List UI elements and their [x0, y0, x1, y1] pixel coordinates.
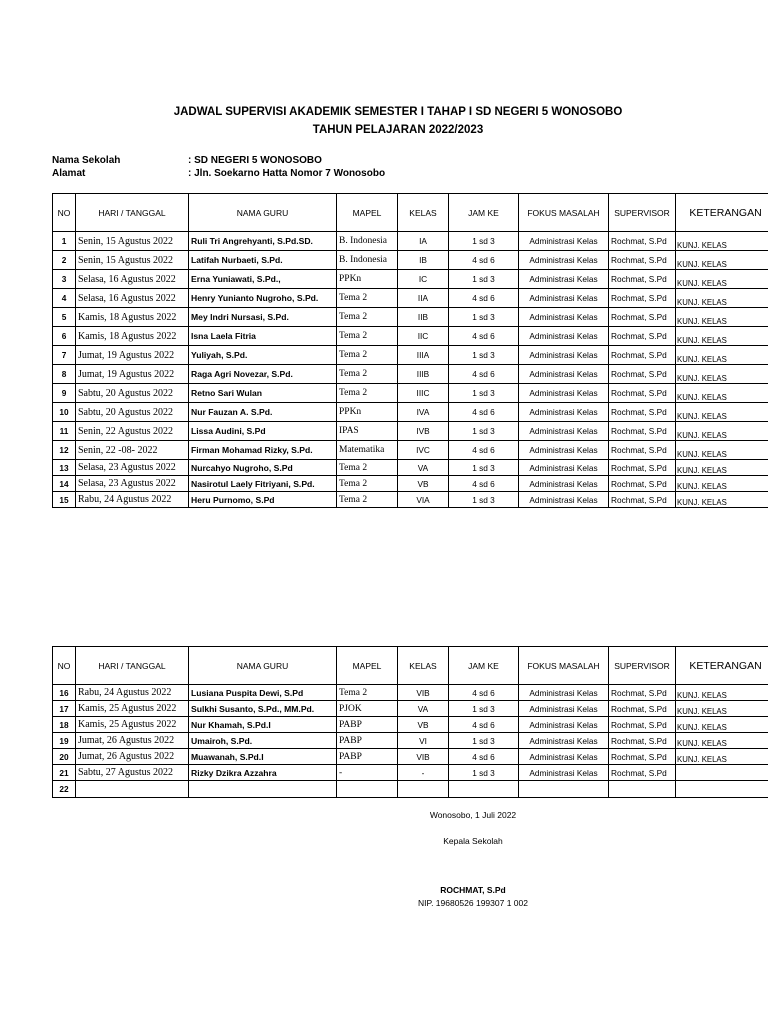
cell-supervisor: Rochmat, S.Pd	[609, 460, 676, 476]
cell-fokus: Administrasi Kelas	[519, 327, 609, 346]
cell-no: 1	[53, 232, 76, 251]
cell-no: 7	[53, 346, 76, 365]
cell-mapel: B. Indonesia	[337, 251, 398, 270]
cell-kelas: IIA	[398, 289, 449, 308]
table-row	[53, 327, 768, 346]
cell-ket: KUNJ. KELAS	[676, 749, 768, 765]
cell-no: 3	[53, 270, 76, 289]
cell-fokus: Administrasi Kelas	[519, 476, 609, 492]
cell-supervisor: Rochmat, S.Pd	[609, 765, 676, 781]
address-value: : Jln. Soekarno Hatta Nomor 7 Wonosobo	[188, 168, 386, 179]
cell-no: 5	[53, 308, 76, 327]
cell-kelas: IIIB	[398, 365, 449, 384]
cell-jam: 4 sd 6	[449, 289, 519, 308]
header-kelas: KELAS	[398, 194, 449, 232]
cell-jam: 4 sd 6	[449, 327, 519, 346]
cell-no: 14	[53, 476, 76, 492]
cell-supervisor: Rochmat, S.Pd	[609, 717, 676, 733]
table-row	[53, 460, 768, 476]
header-jam: JAM KE	[449, 647, 519, 685]
cell-kelas: VIA	[398, 492, 449, 508]
cell-jam: 4 sd 6	[449, 717, 519, 733]
cell-jam: 1 sd 3	[449, 492, 519, 508]
table-row	[53, 717, 768, 733]
cell-mapel: Tema 2	[337, 460, 398, 476]
cell-date: Sabtu, 20 Agustus 2022	[76, 403, 189, 422]
cell-ket: KUNJ. KELAS	[676, 685, 768, 701]
cell-supervisor: Rochmat, S.Pd	[609, 232, 676, 251]
cell-supervisor: Rochmat, S.Pd	[609, 308, 676, 327]
cell-mapel: Tema 2	[337, 308, 398, 327]
cell-no: 21	[53, 765, 76, 781]
cell-date: Rabu, 24 Agustus 2022	[76, 492, 189, 508]
cell-ket: KUNJ. KELAS	[676, 308, 768, 327]
cell-guru: Lissa Audini, S.Pd	[189, 422, 337, 441]
header-keterangan: KETERANGAN	[676, 194, 768, 232]
table-row	[53, 476, 768, 492]
header-mapel: MAPEL	[337, 194, 398, 232]
cell-guru: Retno Sari Wulan	[189, 384, 337, 403]
cell-mapel: PABP	[337, 749, 398, 765]
cell-no: 16	[53, 685, 76, 701]
cell-date: Kamis, 25 Agustus 2022	[76, 701, 189, 717]
cell-guru: Rizky Dzikra Azzahra	[189, 765, 337, 781]
cell-fokus: Administrasi Kelas	[519, 460, 609, 476]
address-label: Alamat	[52, 168, 86, 179]
cell-mapel: B. Indonesia	[337, 232, 398, 251]
cell-no: 11	[53, 422, 76, 441]
cell-ket: KUNJ. KELAS	[676, 492, 768, 508]
cell-kelas: IIIA	[398, 346, 449, 365]
cell-guru: Nur Fauzan A. S.Pd.	[189, 403, 337, 422]
cell-jam: 4 sd 6	[449, 749, 519, 765]
schedule-table-1	[52, 193, 768, 508]
signature-role: Kepala Sekolah	[443, 836, 503, 846]
table-row	[53, 403, 768, 422]
cell-jam: 4 sd 6	[449, 476, 519, 492]
cell-kelas: IIC	[398, 327, 449, 346]
cell-ket: KUNJ. KELAS	[676, 232, 768, 251]
cell-guru: Erna Yuniawati, S.Pd.,	[189, 270, 337, 289]
cell-mapel: Tema 2	[337, 327, 398, 346]
table-row	[53, 781, 768, 798]
cell-jam: 1 sd 3	[449, 346, 519, 365]
cell-kelas: IVC	[398, 441, 449, 460]
cell-kelas: IB	[398, 251, 449, 270]
table-row	[53, 701, 768, 717]
table-header	[53, 647, 768, 685]
cell-kelas: IVB	[398, 422, 449, 441]
cell-ket: KUNJ. KELAS	[676, 441, 768, 460]
table-row	[53, 384, 768, 403]
cell-supervisor: Rochmat, S.Pd	[609, 365, 676, 384]
cell-mapel	[337, 781, 398, 798]
header-mapel: MAPEL	[337, 647, 398, 685]
cell-fokus: Administrasi Kelas	[519, 749, 609, 765]
cell-ket: KUNJ. KELAS	[676, 717, 768, 733]
table-header	[53, 194, 768, 232]
cell-date: Rabu, 24 Agustus 2022	[76, 685, 189, 701]
header-date: HARI / TANGGAL	[76, 647, 189, 685]
address-info	[52, 168, 385, 179]
cell-mapel: Tema 2	[337, 365, 398, 384]
cell-fokus	[519, 781, 609, 798]
cell-date: Kamis, 18 Agustus 2022	[76, 327, 189, 346]
cell-guru: Umairoh, S.Pd.	[189, 733, 337, 749]
cell-mapel: Tema 2	[337, 476, 398, 492]
cell-no: 2	[53, 251, 76, 270]
cell-supervisor: Rochmat, S.Pd	[609, 270, 676, 289]
table-row	[53, 232, 768, 251]
table-row	[53, 685, 768, 701]
cell-guru	[189, 781, 337, 798]
cell-jam: 1 sd 3	[449, 733, 519, 749]
cell-guru: Nur Khamah, S.Pd.I	[189, 717, 337, 733]
header-guru: NAMA GURU	[189, 194, 337, 232]
cell-fokus: Administrasi Kelas	[519, 308, 609, 327]
cell-no: 10	[53, 403, 76, 422]
cell-guru: Muawanah, S.Pd.I	[189, 749, 337, 765]
cell-mapel: PABP	[337, 733, 398, 749]
cell-mapel: PPKn	[337, 403, 398, 422]
cell-mapel: PABP	[337, 717, 398, 733]
cell-supervisor: Rochmat, S.Pd	[609, 346, 676, 365]
table-row	[53, 270, 768, 289]
cell-ket: KUNJ. KELAS	[676, 403, 768, 422]
cell-mapel: PJOK	[337, 701, 398, 717]
cell-jam: 1 sd 3	[449, 270, 519, 289]
header-guru: NAMA GURU	[189, 647, 337, 685]
cell-no: 22	[53, 781, 76, 798]
cell-kelas: IIB	[398, 308, 449, 327]
cell-kelas: IC	[398, 270, 449, 289]
cell-no: 18	[53, 717, 76, 733]
cell-fokus: Administrasi Kelas	[519, 765, 609, 781]
table-row	[53, 251, 768, 270]
cell-fokus: Administrasi Kelas	[519, 270, 609, 289]
table-row	[53, 422, 768, 441]
cell-ket	[676, 781, 768, 798]
cell-kelas: VB	[398, 476, 449, 492]
cell-ket: KUNJ. KELAS	[676, 289, 768, 308]
cell-date: Selasa, 23 Agustus 2022	[76, 476, 189, 492]
document-subtitle: TAHUN PELAJARAN 2022/2023	[312, 124, 484, 136]
cell-kelas: VIB	[398, 685, 449, 701]
cell-supervisor: Rochmat, S.Pd	[609, 384, 676, 403]
cell-mapel: Tema 2	[337, 346, 398, 365]
cell-date: Senin, 15 Agustus 2022	[76, 232, 189, 251]
cell-guru: Sulkhi Susanto, S.Pd., MM.Pd.	[189, 701, 337, 717]
header-jam: JAM KE	[449, 194, 519, 232]
cell-ket: KUNJ. KELAS	[676, 422, 768, 441]
cell-date: Selasa, 16 Agustus 2022	[76, 270, 189, 289]
cell-mapel: Tema 2	[337, 492, 398, 508]
cell-ket: KUNJ. KELAS	[676, 251, 768, 270]
cell-date: Selasa, 23 Agustus 2022	[76, 460, 189, 476]
cell-fokus: Administrasi Kelas	[519, 685, 609, 701]
cell-jam: 4 sd 6	[449, 685, 519, 701]
cell-fokus: Administrasi Kelas	[519, 289, 609, 308]
cell-jam: 1 sd 3	[449, 232, 519, 251]
header-fokus: FOKUS MASALAH	[519, 647, 609, 685]
table-row	[53, 441, 768, 460]
cell-jam	[449, 781, 519, 798]
cell-date: Kamis, 18 Agustus 2022	[76, 308, 189, 327]
cell-fokus: Administrasi Kelas	[519, 733, 609, 749]
cell-no: 9	[53, 384, 76, 403]
cell-supervisor: Rochmat, S.Pd	[609, 476, 676, 492]
header-supervisor: SUPERVISOR	[609, 647, 676, 685]
cell-guru: Nurcahyo Nugroho, S.Pd	[189, 460, 337, 476]
cell-fokus: Administrasi Kelas	[519, 251, 609, 270]
cell-date: Jumat, 26 Agustus 2022	[76, 749, 189, 765]
cell-ket: KUNJ. KELAS	[676, 384, 768, 403]
cell-supervisor: Rochmat, S.Pd	[609, 492, 676, 508]
cell-fokus: Administrasi Kelas	[519, 403, 609, 422]
header-date: HARI / TANGGAL	[76, 194, 189, 232]
cell-ket: KUNJ. KELAS	[676, 460, 768, 476]
cell-mapel: -	[337, 765, 398, 781]
cell-fokus: Administrasi Kelas	[519, 346, 609, 365]
cell-jam: 1 sd 3	[449, 308, 519, 327]
cell-fokus: Administrasi Kelas	[519, 384, 609, 403]
cell-supervisor: Rochmat, S.Pd	[609, 733, 676, 749]
cell-date: Senin, 22 Agustus 2022	[76, 422, 189, 441]
table-row	[53, 749, 768, 765]
cell-date: Jumat, 19 Agustus 2022	[76, 346, 189, 365]
cell-kelas: VB	[398, 717, 449, 733]
cell-kelas: -	[398, 765, 449, 781]
cell-date: Kamis, 25 Agustus 2022	[76, 717, 189, 733]
cell-no: 20	[53, 749, 76, 765]
cell-mapel: Tema 2	[337, 289, 398, 308]
table-row	[53, 733, 768, 749]
cell-kelas: VI	[398, 733, 449, 749]
cell-no: 17	[53, 701, 76, 717]
cell-guru: Mey Indri Nursasi, S.Pd.	[189, 308, 337, 327]
cell-jam: 1 sd 3	[449, 422, 519, 441]
cell-fokus: Administrasi Kelas	[519, 365, 609, 384]
cell-guru: Latifah Nurbaeti, S.Pd.	[189, 251, 337, 270]
cell-jam: 1 sd 3	[449, 765, 519, 781]
cell-date	[76, 781, 189, 798]
table-row	[53, 308, 768, 327]
cell-no: 12	[53, 441, 76, 460]
cell-supervisor: Rochmat, S.Pd	[609, 251, 676, 270]
cell-no: 8	[53, 365, 76, 384]
cell-kelas	[398, 781, 449, 798]
cell-no: 19	[53, 733, 76, 749]
header-no: NO	[53, 194, 76, 232]
cell-jam: 1 sd 3	[449, 384, 519, 403]
cell-guru: Ruli Tri Angrehyanti, S.Pd.SD.	[189, 232, 337, 251]
table-row	[53, 289, 768, 308]
cell-kelas: VIB	[398, 749, 449, 765]
signature-name: ROCHMAT, S.Pd	[440, 885, 506, 895]
cell-guru: Yuliyah, S.Pd.	[189, 346, 337, 365]
cell-date: Sabtu, 27 Agustus 2022	[76, 765, 189, 781]
cell-guru: Henry Yunianto Nugroho, S.Pd.	[189, 289, 337, 308]
cell-mapel: IPAS	[337, 422, 398, 441]
cell-mapel: PPKn	[337, 270, 398, 289]
cell-date: Jumat, 19 Agustus 2022	[76, 365, 189, 384]
cell-ket: KUNJ. KELAS	[676, 701, 768, 717]
cell-supervisor: Rochmat, S.Pd	[609, 422, 676, 441]
cell-date: Senin, 22 -08- 2022	[76, 441, 189, 460]
cell-ket: KUNJ. KELAS	[676, 733, 768, 749]
cell-jam: 1 sd 3	[449, 460, 519, 476]
cell-supervisor: Rochmat, S.Pd	[609, 403, 676, 422]
cell-jam: 1 sd 3	[449, 701, 519, 717]
cell-date: Sabtu, 20 Agustus 2022	[76, 384, 189, 403]
cell-ket: KUNJ. KELAS	[676, 327, 768, 346]
cell-jam: 4 sd 6	[449, 365, 519, 384]
cell-guru: Firman Mohamad Rizky, S.Pd.	[189, 441, 337, 460]
cell-no: 4	[53, 289, 76, 308]
cell-mapel: Matematika	[337, 441, 398, 460]
header-kelas: KELAS	[398, 647, 449, 685]
cell-no: 15	[53, 492, 76, 508]
cell-supervisor: Rochmat, S.Pd	[609, 327, 676, 346]
document-title: JADWAL SUPERVISI AKADEMIK SEMESTER I TAHAP I SD NEGERI 5 WONOSOBO	[173, 106, 623, 118]
cell-date: Selasa, 16 Agustus 2022	[76, 289, 189, 308]
signature-nip: NIP. 19680526 199307 1 002	[418, 898, 528, 908]
header-fokus: FOKUS MASALAH	[519, 194, 609, 232]
cell-date: Senin, 15 Agustus 2022	[76, 251, 189, 270]
cell-fokus: Administrasi Kelas	[519, 422, 609, 441]
cell-jam: 4 sd 6	[449, 441, 519, 460]
cell-fokus: Administrasi Kelas	[519, 717, 609, 733]
cell-mapel: Tema 2	[337, 685, 398, 701]
signature-place-date: Wonosobo, 1 Juli 2022	[429, 810, 517, 820]
table-row	[53, 346, 768, 365]
cell-guru: Isna Laela Fitria	[189, 327, 337, 346]
cell-jam: 4 sd 6	[449, 403, 519, 422]
school-label: Nama Sekolah	[52, 155, 121, 166]
cell-supervisor: Rochmat, S.Pd	[609, 701, 676, 717]
cell-supervisor: Rochmat, S.Pd	[609, 441, 676, 460]
cell-date: Jumat, 26 Agustus 2022	[76, 733, 189, 749]
cell-supervisor: Rochmat, S.Pd	[609, 289, 676, 308]
header-no: NO	[53, 647, 76, 685]
cell-kelas: IVA	[398, 403, 449, 422]
cell-fokus: Administrasi Kelas	[519, 232, 609, 251]
cell-fokus: Administrasi Kelas	[519, 701, 609, 717]
school-value: : SD NEGERI 5 WONOSOBO	[188, 155, 322, 166]
cell-fokus: Administrasi Kelas	[519, 492, 609, 508]
school-info	[52, 155, 322, 166]
table-row	[53, 365, 768, 384]
header-keterangan: KETERANGAN	[676, 647, 768, 685]
cell-kelas: IA	[398, 232, 449, 251]
cell-ket: KUNJ. KELAS	[676, 346, 768, 365]
cell-guru: Raga Agri Novezar, S.Pd.	[189, 365, 337, 384]
cell-kelas: VA	[398, 460, 449, 476]
cell-ket	[676, 765, 768, 781]
cell-fokus: Administrasi Kelas	[519, 441, 609, 460]
cell-ket: KUNJ. KELAS	[676, 270, 768, 289]
cell-no: 6	[53, 327, 76, 346]
cell-mapel: Tema 2	[337, 384, 398, 403]
table-row	[53, 765, 768, 781]
cell-supervisor: Rochmat, S.Pd	[609, 749, 676, 765]
cell-ket: KUNJ. KELAS	[676, 476, 768, 492]
schedule-table-2	[52, 646, 768, 798]
cell-kelas: IIIC	[398, 384, 449, 403]
cell-guru: Heru Purnomo, S.Pd	[189, 492, 337, 508]
table-row	[53, 492, 768, 508]
cell-ket: KUNJ. KELAS	[676, 365, 768, 384]
cell-kelas: VA	[398, 701, 449, 717]
cell-supervisor: Rochmat, S.Pd	[609, 685, 676, 701]
cell-supervisor	[609, 781, 676, 798]
cell-jam: 4 sd 6	[449, 251, 519, 270]
cell-guru: Nasirotul Laely Fitriyani, S.Pd.	[189, 476, 337, 492]
cell-guru: Lusiana Puspita Dewi, S.Pd	[189, 685, 337, 701]
header-supervisor: SUPERVISOR	[609, 194, 676, 232]
cell-no: 13	[53, 460, 76, 476]
